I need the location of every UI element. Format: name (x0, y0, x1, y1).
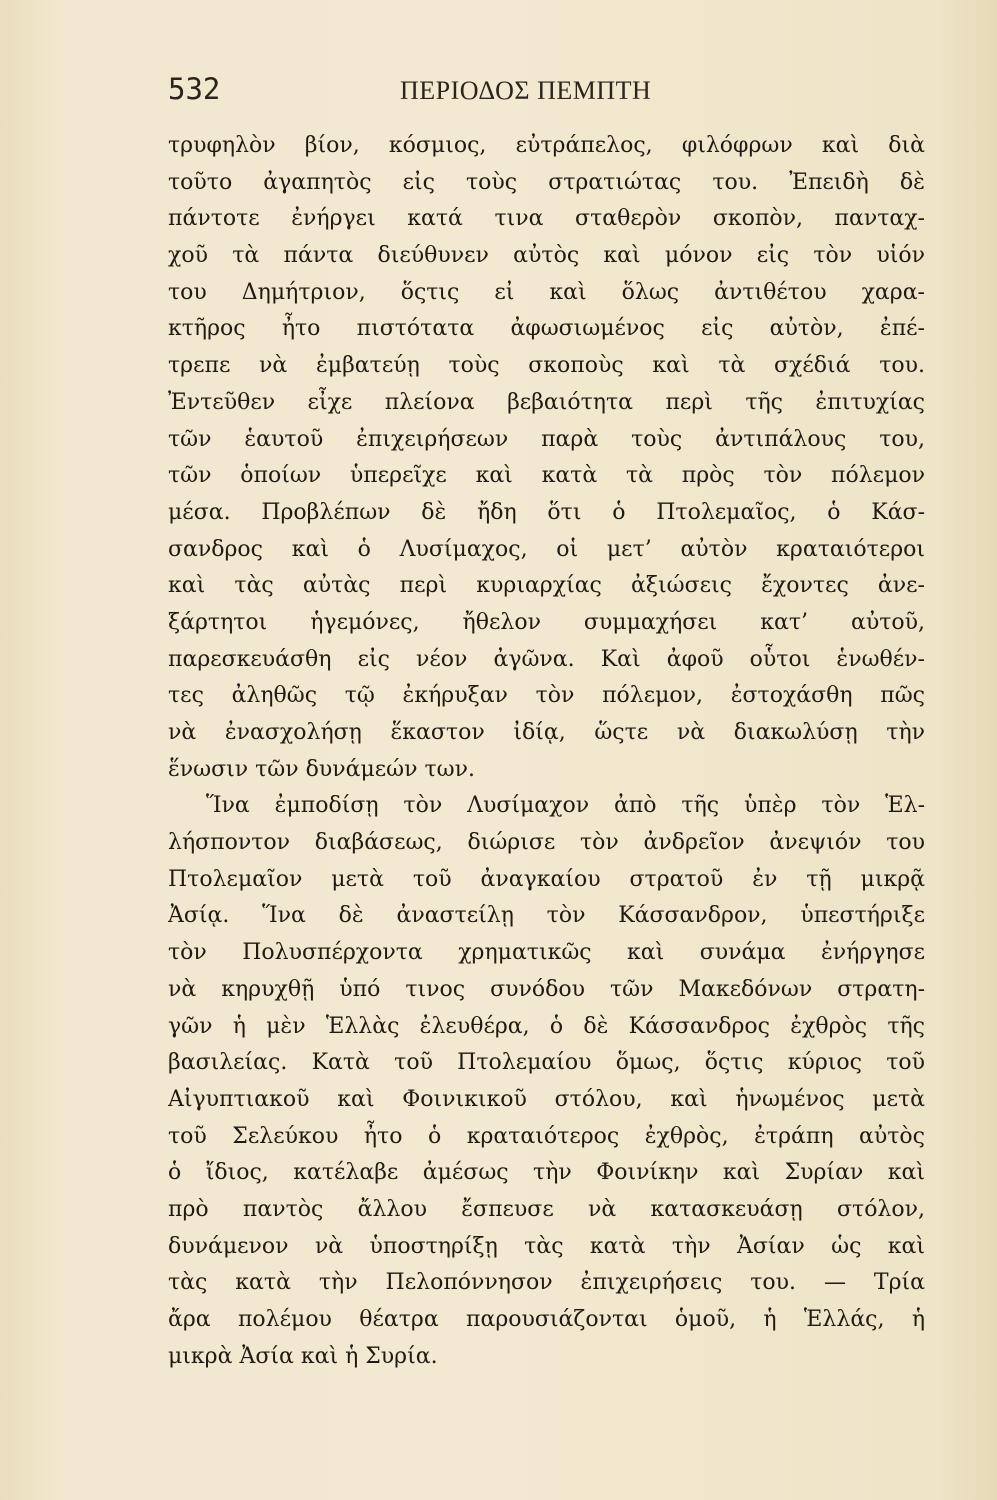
text-line: δυνάμενον νὰ ὑποστηρίξῃ τὰς κατὰ τὴν Ἀσίαν ὡς καὶ (168, 1233, 925, 1259)
text-line: τὸν Πολυσπέρχοντα χρηματικῶς καὶ συνάμα ἐνήργησε (168, 940, 925, 966)
text-line: τες ἀληθῶς τῷ ἐκήρυξαν τὸν πόλεμον, ἐστοχάσθη πῶς (168, 683, 925, 709)
text-line: καὶ τὰς αὐτὰς περὶ κυριαρχίας ἀξιώσεις ἔχοντες ἀνε- (168, 573, 925, 599)
text-line: μέσα. Προβλέπων δὲ ἤδη ὅτι ὁ Πτολεμαῖος, ὁ Κάσ- (168, 499, 925, 525)
text-line: τὰς κατὰ τὴν Πελοπόννησον ἐπιχειρήσεις του. — Τρία (168, 1270, 925, 1296)
running-title: ΠΕΡΙΟΔΟΣ ΠΕΜΠΤΗ (400, 76, 652, 105)
text-line: πάντοτε ἐνήργει κατά τινα σταθερὸν σκοπὸν, πανταχ- (168, 206, 925, 232)
text-line: λήσποντον διαβάσεως, διώρισε τὸν ἀνδρεῖον ἀνεψιόν του (168, 830, 925, 856)
text-line: του Δημήτριον, ὅςτις εἰ καὶ ὅλως ἀντιθέτου χαρα- (168, 279, 925, 305)
text-line: βασιλείας. Κατὰ τοῦ Πτολεμαίου ὅμως, ὅςτις κύριος τοῦ (168, 1050, 925, 1076)
text-line: τοῦ Σελεύκου ἦτο ὁ κραταιότερος ἐχθρὸς, ἐτράπη αὐτὸς (168, 1123, 925, 1149)
text-line: ἄρα πολέμου θέατρα παρουσιάζονται ὁμοῦ, ἡ Ἑλλάς, ἡ (168, 1307, 925, 1332)
page-number: 532 (168, 72, 221, 106)
text-line: νὰ κηρυχθῇ ὑπό τινος συνόδου τῶν Μακεδόνων στρατη- (168, 976, 925, 1002)
paragraph-end-line: ἕνωσιν τῶν δυνάμεών των. (168, 756, 475, 782)
text-line: ξάρτητοι ἡγεμόνες, ἤθελον συμμαχήσει κατ’ αὐτοῦ, (168, 609, 925, 635)
paragraph-end-line: μικρὰ Ἀσία καὶ ἡ Συρία. (168, 1343, 438, 1369)
text-line: γῶν ἡ μὲν Ἑλλὰς ἐλευθέρα, ὁ δὲ Κάσσανδρος ἐχθρὸς τῆς (168, 1013, 925, 1039)
paragraph-first-line: Ἵνα ἐμποδίσῃ τὸν Λυσίμαχον ἀπὸ τῆς ὑπὲρ τὸν Ἑλ- (206, 793, 925, 819)
text-line: τῶν ἑαυτοῦ ἐπιχειρήσεων παρὰ τοὺς ἀντιπάλους του, (168, 426, 925, 452)
text-line: σανδρος καὶ ὁ Λυσίμαχος, οἱ μετ’ αὐτὸν κραταιότεροι (168, 536, 925, 562)
text-line: τρυφηλὸν βίον, κόσμιος, εὐτράπελος, φιλόφρων καὶ διὰ (168, 133, 925, 158)
text-line: ὁ ἴδιος, κατέλαβε ἀμέσως τὴν Φοινίκην καὶ Συρίαν καὶ (168, 1160, 925, 1186)
text-line: νὰ ἐνασχολήσῃ ἕκαστον ἰδίᾳ, ὥςτε νὰ διακωλύσῃ τὴν (168, 720, 925, 745)
text-line: Ἐντεῦθεν εἶχε πλείονα βεβαιότητα περὶ τῆς ἐπιτυχίας (168, 389, 925, 415)
text-line: τρεπε νὰ ἐμβατεύῃ τοὺς σκοποὺς καὶ τὰ σχέδιά του. (168, 353, 925, 379)
page-header (168, 72, 915, 112)
text-line: Αἰγυπτιακοῦ καὶ Φοινικικοῦ στόλου, καὶ ἡνωμένος μετὰ (168, 1086, 925, 1112)
text-line: Πτολεμαῖον μετὰ τοῦ ἀναγκαίου στρατοῦ ἐν τῇ μικρᾷ (168, 866, 925, 892)
body-text (168, 128, 925, 1375)
text-line: τοῦτο ἀγαπητὸς εἰς τοὺς στρατιώτας του. Ἐπειδὴ δὲ (168, 169, 925, 195)
text-line: παρεσκευάσθη εἰς νέον ἀγῶνα. Καὶ ἀφοῦ οὗτοι ἑνωθέν- (168, 646, 925, 672)
text-line: χοῦ τὰ πάντα διεύθυνεν αὐτὸς καὶ μόνον εἰς τὸν υἱόν (168, 243, 925, 269)
text-line: κτῆρος ἦτο πιστότατα ἀφωσιωμένος εἰς αὐτὸν, ἐπέ- (168, 316, 925, 342)
text-line: τῶν ὁποίων ὑπερεῖχε καὶ κατὰ τὰ πρὸς τὸν πόλεμον (168, 463, 925, 489)
text-line: Ἀσίᾳ. Ἵνα δὲ ἀναστείλῃ τὸν Κάσσανδρον, ὑπεστήριξε (168, 903, 925, 929)
text-line: πρὸ παντὸς ἄλλου ἔσπευσε νὰ κατασκευάσῃ στόλον, (168, 1196, 925, 1222)
